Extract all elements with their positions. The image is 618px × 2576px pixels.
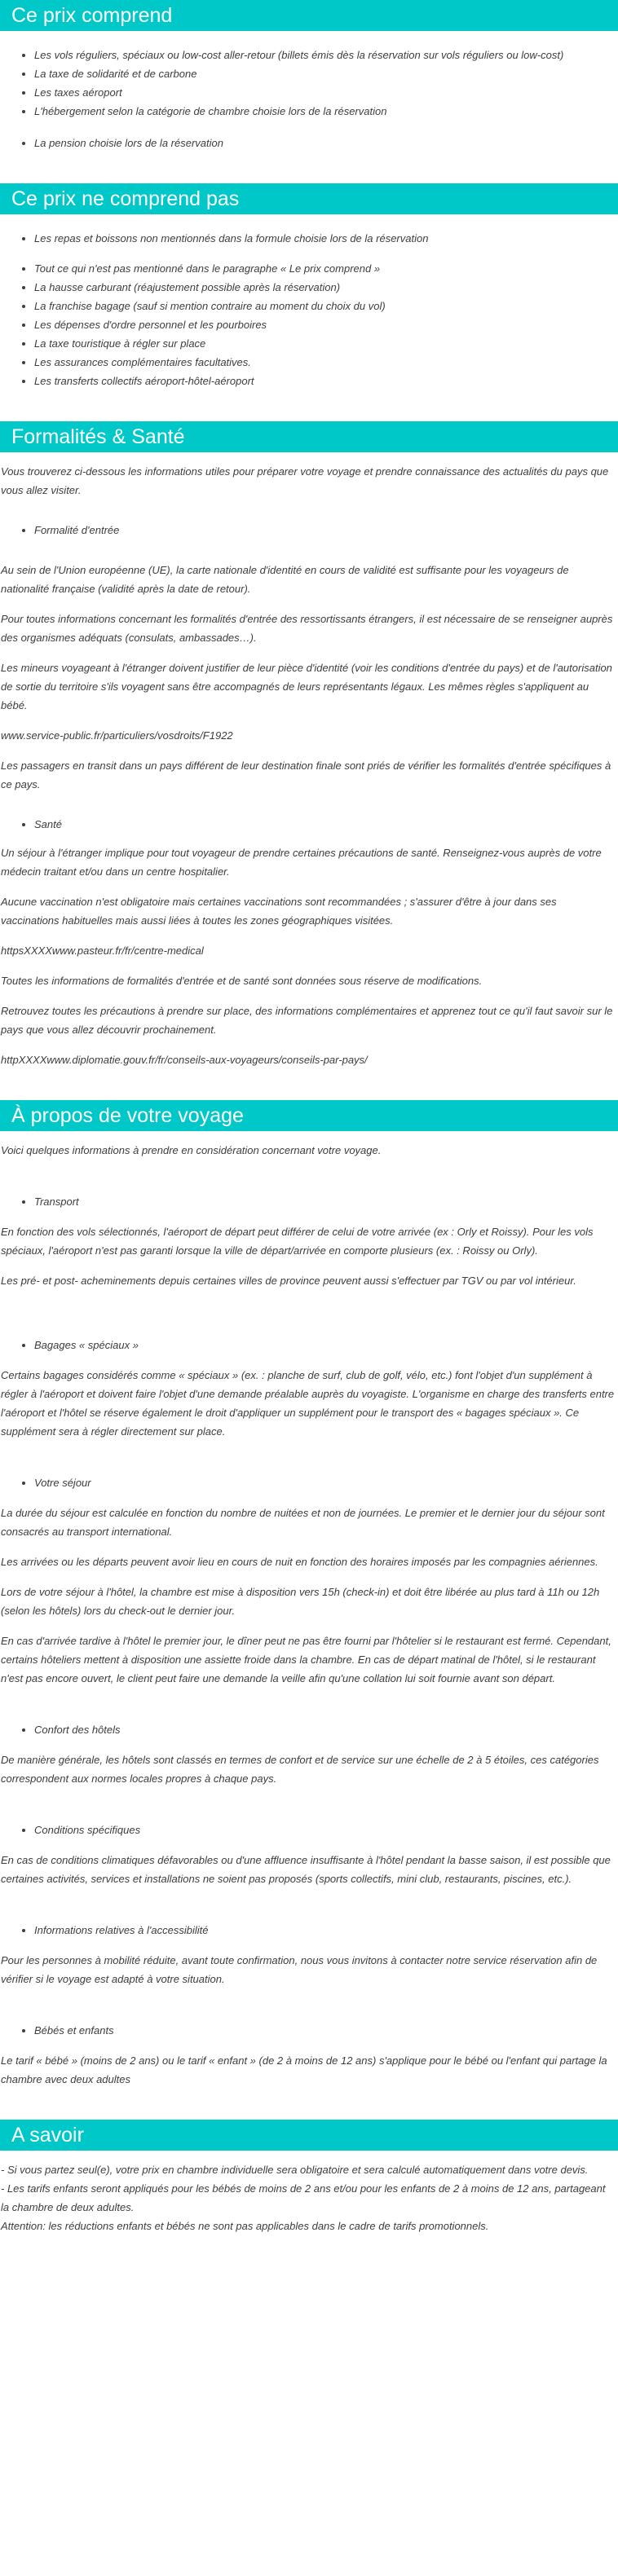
excludes-list-a xyxy=(0,229,618,248)
paragraph: Pour toutes informations concernant les formalités d'entrée des ressortissants étrangers, il est nécessaire de se renseigner auprès des organismes adéquats (consulats, ambassades…). xyxy=(1,613,613,644)
section-title-includes: Ce prix comprend xyxy=(0,0,618,31)
list-item: • Les vols réguliers, spéciaux ou low-cost aller-retour (billets émis dès la réservation sur vols réguliers ou low-cost) xyxy=(34,46,618,64)
link-diplomatie: httpXXXXwww.diplomatie.gouv.fr/fr/conseils-aux-voyageurs/conseils-par-pays/ xyxy=(1,1054,368,1066)
paragraph: Aucune vaccination n'est obligatoire mais certaines vaccinations sont recommandées ; s'assurer d'être à jour dans ses vaccinations habituelles mais aussi liées à toutes les zones géographiques visitées. xyxy=(1,896,557,927)
paragraph: En cas d'arrivée tardive à l'hôtel le premier jour, le dîner peut ne pas être fourni par l'hôtelier si le restaurant est fermé. Cependant, certains hôteliers mettent à disposition une assiette froide dans la chambre. En cas de départ matinal de l'hôtel, si le restaurant n'est pas encore ouvert, le client peut faire une demande la veille afin qu'une collation lui soit fournie avant son départ. xyxy=(1,1635,611,1684)
section-asavoir xyxy=(0,2120,618,2252)
list-item: • Les taxes aéroport xyxy=(34,83,618,102)
apropos-intro: Voici quelques informations à prendre en considération concernant votre voyage. xyxy=(1,1144,382,1156)
subheading-entree: • Formalité d'entrée xyxy=(34,521,618,539)
excludes-list-b xyxy=(0,259,618,390)
paragraph: Les passagers en transit dans un pays différent de leur destination finale sont priés de vérifier les formalités d'entrée spécifiques à ce pays. xyxy=(1,760,611,790)
subheading-sante: • Santé xyxy=(34,815,618,834)
paragraph: La durée du séjour est calculée en fonction du nombre de nuitées et non de journées. Le premier et le dernier jour du séjour sont consacrés au transport international. xyxy=(1,1507,605,1538)
paragraph: Un séjour à l'étranger implique pour tout voyageur de prendre certaines précautions de santé. Renseignez-vous auprès de votre médecin traitant et/ou dans un centre hospitalier. xyxy=(1,847,602,878)
paragraph: Les pré- et post- acheminements depuis certaines villes de province peuvent aussi s'effectuer par TGV ou par vol intérieur. xyxy=(1,1275,576,1287)
section-title-excludes: Ce prix ne comprend pas xyxy=(0,183,618,214)
list-item: • Les repas et boissons non mentionnés dans la formule choisie lors de la réservation xyxy=(34,229,618,248)
subheading-transport: • Transport xyxy=(34,1192,618,1211)
link-pasteur: httpsXXXXwww.pasteur.fr/fr/centre-medical xyxy=(1,945,204,957)
list-item: • L'hébergement selon la catégorie de chambre choisie lors de la réservation xyxy=(34,102,618,121)
section-includes xyxy=(0,0,618,183)
subheading-confort: • Confort des hôtels xyxy=(34,1720,618,1739)
paragraph: Les arrivées ou les départs peuvent avoir lieu en cours de nuit en fonction des horaires imposés par les compagnies aériennes. xyxy=(1,1556,598,1568)
list-item: • La taxe touristique à régler sur place xyxy=(34,334,618,353)
paragraph: - Si vous partez seul(e), votre prix en chambre individuelle sera obligatoire et sera calculé automatiquement dans votre devis. xyxy=(1,2164,589,2176)
paragraph: Lors de votre séjour à l'hôtel, la chambre est mise à disposition vers 15h (check-in) et doit être libérée au plus tard à 11h ou 12h (selon les hôtels) lors du check-out le dernier jour. xyxy=(1,1586,600,1617)
paragraph: Au sein de l'Union européenne (UE), la carte nationale d'identité en cours de validité est suffisante pour les voyageurs de nationalité française (validité après la date de retour). xyxy=(1,564,569,595)
paragraph: Pour les personnes à mobilité réduite, avant toute confirmation, nous vous invitons à contacter notre service réservation afin de vérifier si le voyage est adapté à votre situation. xyxy=(1,1954,598,1985)
section-apropos xyxy=(0,1100,618,2120)
paragraph: Les mineurs voyageant à l'étranger doivent justifier de leur pièce d'identité (voir les conditions d'entrée du pays) et de l'autorisation de sortie du territoire s'ils voyagent sans être accompagnés de leurs représentants légaux. Les mêmes règles s'appliquent au bébé. xyxy=(1,662,612,711)
paragraph: En fonction des vols sélectionnés, l'aéroport de départ peut différer de celui de votre arrivée (ex : Orly et Roissy). Pour les vols spéciaux, l'aéroport n'est pas garanti lorsque la ville de départ/arrivée en comporte plusieurs (ex. : Roissy ou Orly). xyxy=(1,1226,594,1257)
subheading-accessibilite: • Informations relatives à l'accessibilité xyxy=(34,1921,618,1940)
subheading-conditions: • Conditions spécifiques xyxy=(34,1821,618,1839)
list-item: • La franchise bagage (sauf si mention contraire au moment du choix du vol) xyxy=(34,297,618,315)
includes-list-b xyxy=(0,134,618,152)
list-item: • Les dépenses d'ordre personnel et les pourboires xyxy=(34,315,618,334)
list-item: • La hausse carburant (réajustement possible après la réservation) xyxy=(34,278,618,297)
paragraph: Toutes les informations de formalités d'entrée et de santé sont données sous réserve de modifications. xyxy=(1,975,483,987)
subheading-bagages: • Bagages « spéciaux » xyxy=(34,1336,618,1354)
includes-list-a xyxy=(0,46,618,121)
paragraph: Attention: les réductions enfants et bébés ne sont pas applicables dans le cadre de tarifs promotionnels. xyxy=(1,2220,489,2232)
formalites-intro: Vous trouverez ci-dessous les informations utiles pour préparer votre voyage et prendre connaissance des actualités du pays que vous allez visiter. xyxy=(1,465,609,496)
section-formalites xyxy=(0,421,618,1100)
subheading-sejour: • Votre séjour xyxy=(34,1473,618,1492)
link-service-public: www.service-public.fr/particuliers/vosdroits/F1922 xyxy=(1,729,233,742)
paragraph: Le tarif « bébé » (moins de 2 ans) ou le tarif « enfant » (de 2 à moins de 12 ans) s'applique pour le bébé ou l'enfant qui partage la chambre avec deux adultes xyxy=(1,2054,607,2085)
paragraph: En cas de conditions climatiques défavorables ou d'une affluence insuffisante à l'hôtel pendant la basse saison, il est possible que certaines activités, services et installations ne soient pas proposés (sports collectifs, mini club, restaurants, piscines, etc.). xyxy=(1,1854,611,1885)
list-item: • Tout ce qui n'est pas mentionné dans le paragraphe « Le prix comprend » xyxy=(34,259,618,278)
paragraph: Retrouvez toutes les précautions à prendre sur place, des informations complémentaires et apprenez tout ce qu'il faut savoir sur le pays que vous allez découvrir prochainement. xyxy=(1,1005,613,1036)
section-excludes xyxy=(0,183,618,421)
list-item: • La pension choisie lors de la réservation xyxy=(34,134,618,152)
paragraph: Certains bagages considérés comme « spéciaux » (ex. : planche de surf, club de golf, vélo, etc.) font l'objet d'un supplément à régler à l'aéroport et doivent faire l'objet d'une demande préalable auprès du voyagiste. L'organisme en charge des transferts entre l'aéroport et l'hôtel se réserve également le droit d'appliquer un supplément pour le transport des « bagages spéciaux ». Ce supplément sera à régler directement sur place. xyxy=(1,1369,615,1438)
list-item: • La taxe de solidarité et de carbone xyxy=(34,64,618,83)
section-title-asavoir: A savoir xyxy=(0,2120,618,2151)
section-title-apropos: À propos de votre voyage xyxy=(0,1100,618,1131)
list-item: • Les assurances complémentaires facultatives. xyxy=(34,353,618,372)
list-item: • Les transferts collectifs aéroport-hôtel-aéroport xyxy=(34,372,618,390)
section-title-formalites: Formalités & Santé xyxy=(0,421,618,452)
paragraph: De manière générale, les hôtels sont classés en termes de confort et de service sur une échelle de 2 à 5 étoiles, ces catégories correspondent aux normes locales propres à chaque pays. xyxy=(1,1754,599,1785)
subheading-bebes: • Bébés et enfants xyxy=(34,2021,618,2040)
paragraph: - Les tarifs enfants seront appliqués pour les bébés de moins de 2 ans et/ou pour les enfants de 2 à moins de 12 ans, partageant la chambre de deux adultes. xyxy=(1,2182,606,2213)
